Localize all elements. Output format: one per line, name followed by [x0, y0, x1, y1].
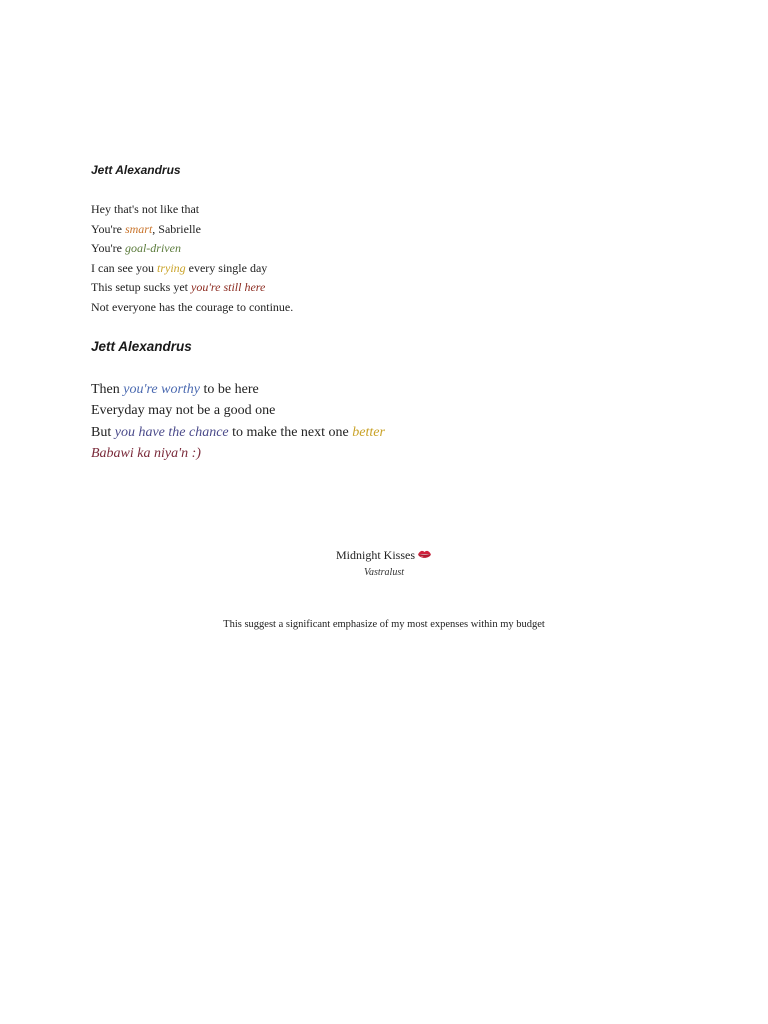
poem-line [91, 278, 293, 298]
lips-icon [417, 549, 432, 560]
highlight-word: trying [156, 260, 186, 275]
highlight-word: you're worthy [123, 382, 201, 397]
poem-stanza [91, 200, 293, 318]
poem-line [91, 422, 385, 443]
footer-note: This suggest a significant emphasize of my most expenses within my budget [223, 619, 545, 630]
poem-stanza [91, 379, 385, 464]
poem-line [91, 298, 293, 318]
highlight-word: goal-driven [124, 241, 181, 256]
poem-line [91, 379, 385, 400]
poem-line [91, 239, 293, 259]
line-text: I can see you [91, 260, 157, 275]
highlight-word: Babawi ka niya'n :) [91, 445, 201, 461]
speaker-name: Jett Alexandrus [91, 163, 181, 177]
highlight-word: smart [124, 221, 153, 236]
highlight-word: you have the chance [114, 424, 229, 440]
line-text: , Sabrielle [152, 221, 201, 236]
author-name: Vastralust [363, 567, 404, 578]
line-text: to be here [200, 382, 259, 397]
line-text: Then [91, 382, 124, 397]
title-text: Midnight Kisses [335, 548, 415, 562]
footer-title [0, 548, 768, 563]
line-text: This setup sucks yet [91, 280, 191, 295]
line-text: You're [91, 221, 125, 236]
highlight-word: better [352, 424, 385, 440]
line-text: to make the next one [228, 424, 353, 440]
line-text: Everyday may not be a good one [91, 403, 276, 419]
poem-line [91, 400, 385, 421]
line-text: Not everyone has the courage to continue. [91, 299, 294, 314]
line-text: every single day [185, 260, 268, 275]
speaker-name: Jett Alexandrus [91, 339, 192, 354]
poem-line [91, 200, 293, 220]
poem-line [91, 259, 293, 279]
line-text: But [91, 424, 115, 440]
line-text: You're [91, 241, 125, 256]
poem-line [91, 443, 385, 464]
line-text: Hey that's not like that [91, 202, 200, 216]
poem-line [91, 220, 293, 240]
highlight-word: you're still here [191, 280, 266, 295]
